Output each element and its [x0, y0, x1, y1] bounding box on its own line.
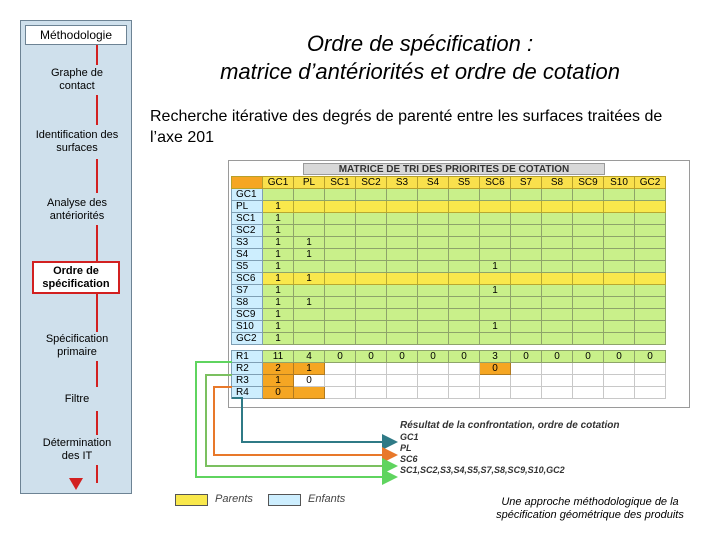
result-row-header: R4 [232, 387, 263, 399]
matrix-cell: 1 [480, 321, 511, 333]
result-cell: 0 [325, 351, 356, 363]
row-header: S10 [232, 321, 263, 333]
connector-sc6 [206, 375, 396, 466]
column-header: PL [294, 177, 325, 189]
matrix-cell: 1 [263, 201, 294, 213]
legend-label-parents: Parents [215, 493, 253, 505]
matrix-cell: 1 [480, 261, 511, 273]
matrix-cell: 1 [263, 225, 294, 237]
connector-gc1 [232, 398, 396, 442]
step-filtre: Filtre [64, 393, 90, 405]
row-header: SC6 [232, 273, 263, 285]
result-item: GC1 [400, 432, 419, 442]
slide-description: Recherche itérative des degrés de parenté entre les surfaces traitées de l’axe 201 [150, 108, 663, 146]
matrix-cell: 1 [263, 213, 294, 225]
column-header: S4 [418, 177, 449, 189]
column-header: GC2 [635, 177, 666, 189]
column-header: S8 [542, 177, 573, 189]
sidebar-title: Méthodologie [25, 25, 127, 45]
row-header: S5 [232, 261, 263, 273]
matrix-cell: 1 [263, 237, 294, 249]
result-item: PL [400, 443, 412, 453]
result-cell: 0 [387, 351, 418, 363]
column-header: SC1 [325, 177, 356, 189]
column-header: S3 [387, 177, 418, 189]
matrix-cell: 1 [263, 285, 294, 297]
result-row-header: R3 [232, 375, 263, 387]
result-cell: 3 [480, 351, 511, 363]
row-header: S8 [232, 297, 263, 309]
result-cell: 0 [542, 351, 573, 363]
footer-note [470, 496, 710, 522]
column-header: SC2 [356, 177, 387, 189]
column-header: SC6 [480, 177, 511, 189]
result-item: SC6 [400, 454, 418, 464]
footer-line-1: Une approche méthodologique de la [501, 496, 679, 508]
result-cell: 0 [418, 351, 449, 363]
row-header: S4 [232, 249, 263, 261]
step-ordre-specification: Ordre de spécification [32, 261, 120, 294]
matrix-cell: 1 [294, 297, 325, 309]
step-analyse-anteriorites: Analyse des antériorités [47, 197, 107, 222]
result-cell: 0 [511, 351, 542, 363]
row-header: SC2 [232, 225, 263, 237]
footer-line-2: spécification géométrique des produits [496, 509, 684, 521]
result-cell: 1 [263, 375, 294, 387]
row-header: S7 [232, 285, 263, 297]
result-cell: 4 [294, 351, 325, 363]
result-box [400, 420, 632, 486]
row-header: SC1 [232, 213, 263, 225]
result-row-header: R2 [232, 363, 263, 375]
legend-swatch-parents [175, 494, 208, 506]
title-line-1: Ordre de spécification : [306, 31, 534, 56]
matrix-cell: 1 [480, 285, 511, 297]
row-header: PL [232, 201, 263, 213]
matrix-cell: 1 [263, 309, 294, 321]
result-cell: 0 [635, 351, 666, 363]
title-line-2: matrice d’antériorités et ordre de cotation [220, 59, 620, 84]
result-cell: 11 [263, 351, 294, 363]
column-header: S10 [604, 177, 635, 189]
row-header: GC1 [232, 189, 263, 201]
legend-label-enfants: Enfants [308, 493, 346, 505]
matrix-title: MATRICE DE TRI DES PRIORITES DE COTATION [303, 163, 605, 175]
result-cell: 0 [604, 351, 635, 363]
step-graphe-contact: Graphe de contact [51, 67, 103, 92]
result-cell: 1 [294, 363, 325, 375]
matrix-cell: 1 [263, 261, 294, 273]
row-header: S3 [232, 237, 263, 249]
column-header: S5 [449, 177, 480, 189]
step-determination-it: Détermination des IT [42, 437, 112, 462]
matrix-cell: 1 [263, 297, 294, 309]
step-identification-surfaces: Identification des surfaces [35, 129, 119, 154]
matrix-cell: 1 [294, 249, 325, 261]
row-header: GC2 [232, 333, 263, 345]
column-header: SC9 [573, 177, 604, 189]
step-specification-primaire: Spécification primaire [45, 333, 109, 358]
matrix-cell: 1 [263, 321, 294, 333]
result-cell: 0 [449, 351, 480, 363]
result-cell: 0 [480, 363, 511, 375]
row-header: SC9 [232, 309, 263, 321]
connector-others [196, 362, 396, 477]
matrix-cell: 1 [263, 249, 294, 261]
legend-swatch-enfants [268, 494, 301, 506]
matrix-cell: 1 [263, 273, 294, 285]
result-cell: 0 [573, 351, 604, 363]
result-cell: 2 [263, 363, 294, 375]
result-cell: 0 [263, 387, 294, 399]
column-header: S7 [511, 177, 542, 189]
result-title: Résultat de la confrontation, ordre de cotation [400, 420, 620, 431]
result-row-header: R1 [232, 351, 263, 363]
matrix-cell: 1 [263, 333, 294, 345]
matrix-cell: 1 [294, 273, 325, 285]
result-cell: 0 [356, 351, 387, 363]
result-item: SC1,SC2,S3,S4,S5,S7,S8,SC9,S10,GC2 [400, 465, 565, 475]
result-cell: 0 [294, 375, 325, 387]
column-header: GC1 [263, 177, 294, 189]
matrix-cell: 1 [294, 237, 325, 249]
